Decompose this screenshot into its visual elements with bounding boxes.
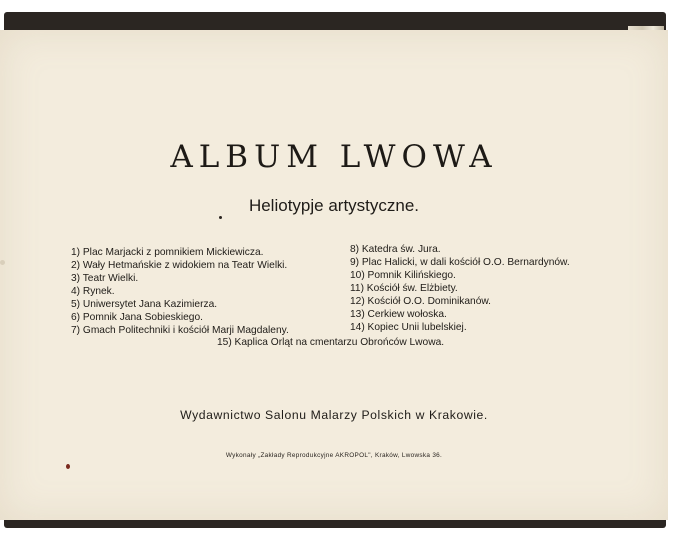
album-title: ALBUM LWOWA (170, 139, 498, 175)
plate-list-right (350, 243, 570, 334)
album-subtitle: Heliotypje artystyczne. (248, 196, 420, 215)
ink-dot (219, 216, 222, 219)
printer-line: Wykonały „Zakłady Reprodukcyjne AKROPOL", Kraków, Lwowska 36. (225, 452, 443, 459)
plate-list-left (71, 246, 289, 337)
plate-item: 10) Pomnik Kilińskiego. (350, 270, 456, 281)
plate-item: 3) Teatr Wielki. (71, 273, 139, 284)
plate-item: 7) Gmach Politechniki i kościół Marji Magdaleny. (71, 325, 289, 336)
plate-item: 9) Plac Halicki, w dali kościół O.O. Bernardynów. (350, 257, 570, 268)
plate-item: 12) Kościół O.O. Dominikanów. (350, 296, 491, 307)
plate-item: 13) Cerkiew wołoska. (350, 309, 447, 320)
binding-hole (0, 260, 5, 265)
plate-item: 11) Kościół św. Elżbiety. (350, 283, 458, 294)
plate-item: 1) Plac Marjacki z pomnikiem Mickiewicza. (71, 247, 264, 258)
publisher-line: Wydawnictwo Salonu Malarzy Polskich w Krakowie. (180, 408, 488, 422)
plate-item: 8) Katedra św. Jura. (350, 244, 441, 255)
ink-stain (66, 464, 70, 469)
plate-item: 14) Kopiec Unii lubelskiej. (350, 322, 467, 333)
plate-item: 6) Pomnik Jana Sobieskiego. (71, 312, 203, 323)
plate-item-last: 15) Kaplica Orląt na cmentarzu Obrońców Lwowa. (217, 337, 445, 348)
plate-item: 2) Wały Hetmańskie z widokiem na Teatr Wielki. (71, 260, 288, 271)
title-page (0, 30, 668, 520)
plate-item: 4) Rynek. (71, 286, 115, 297)
plate-item: 5) Uniwersytet Jana Kazimierza. (71, 299, 218, 310)
